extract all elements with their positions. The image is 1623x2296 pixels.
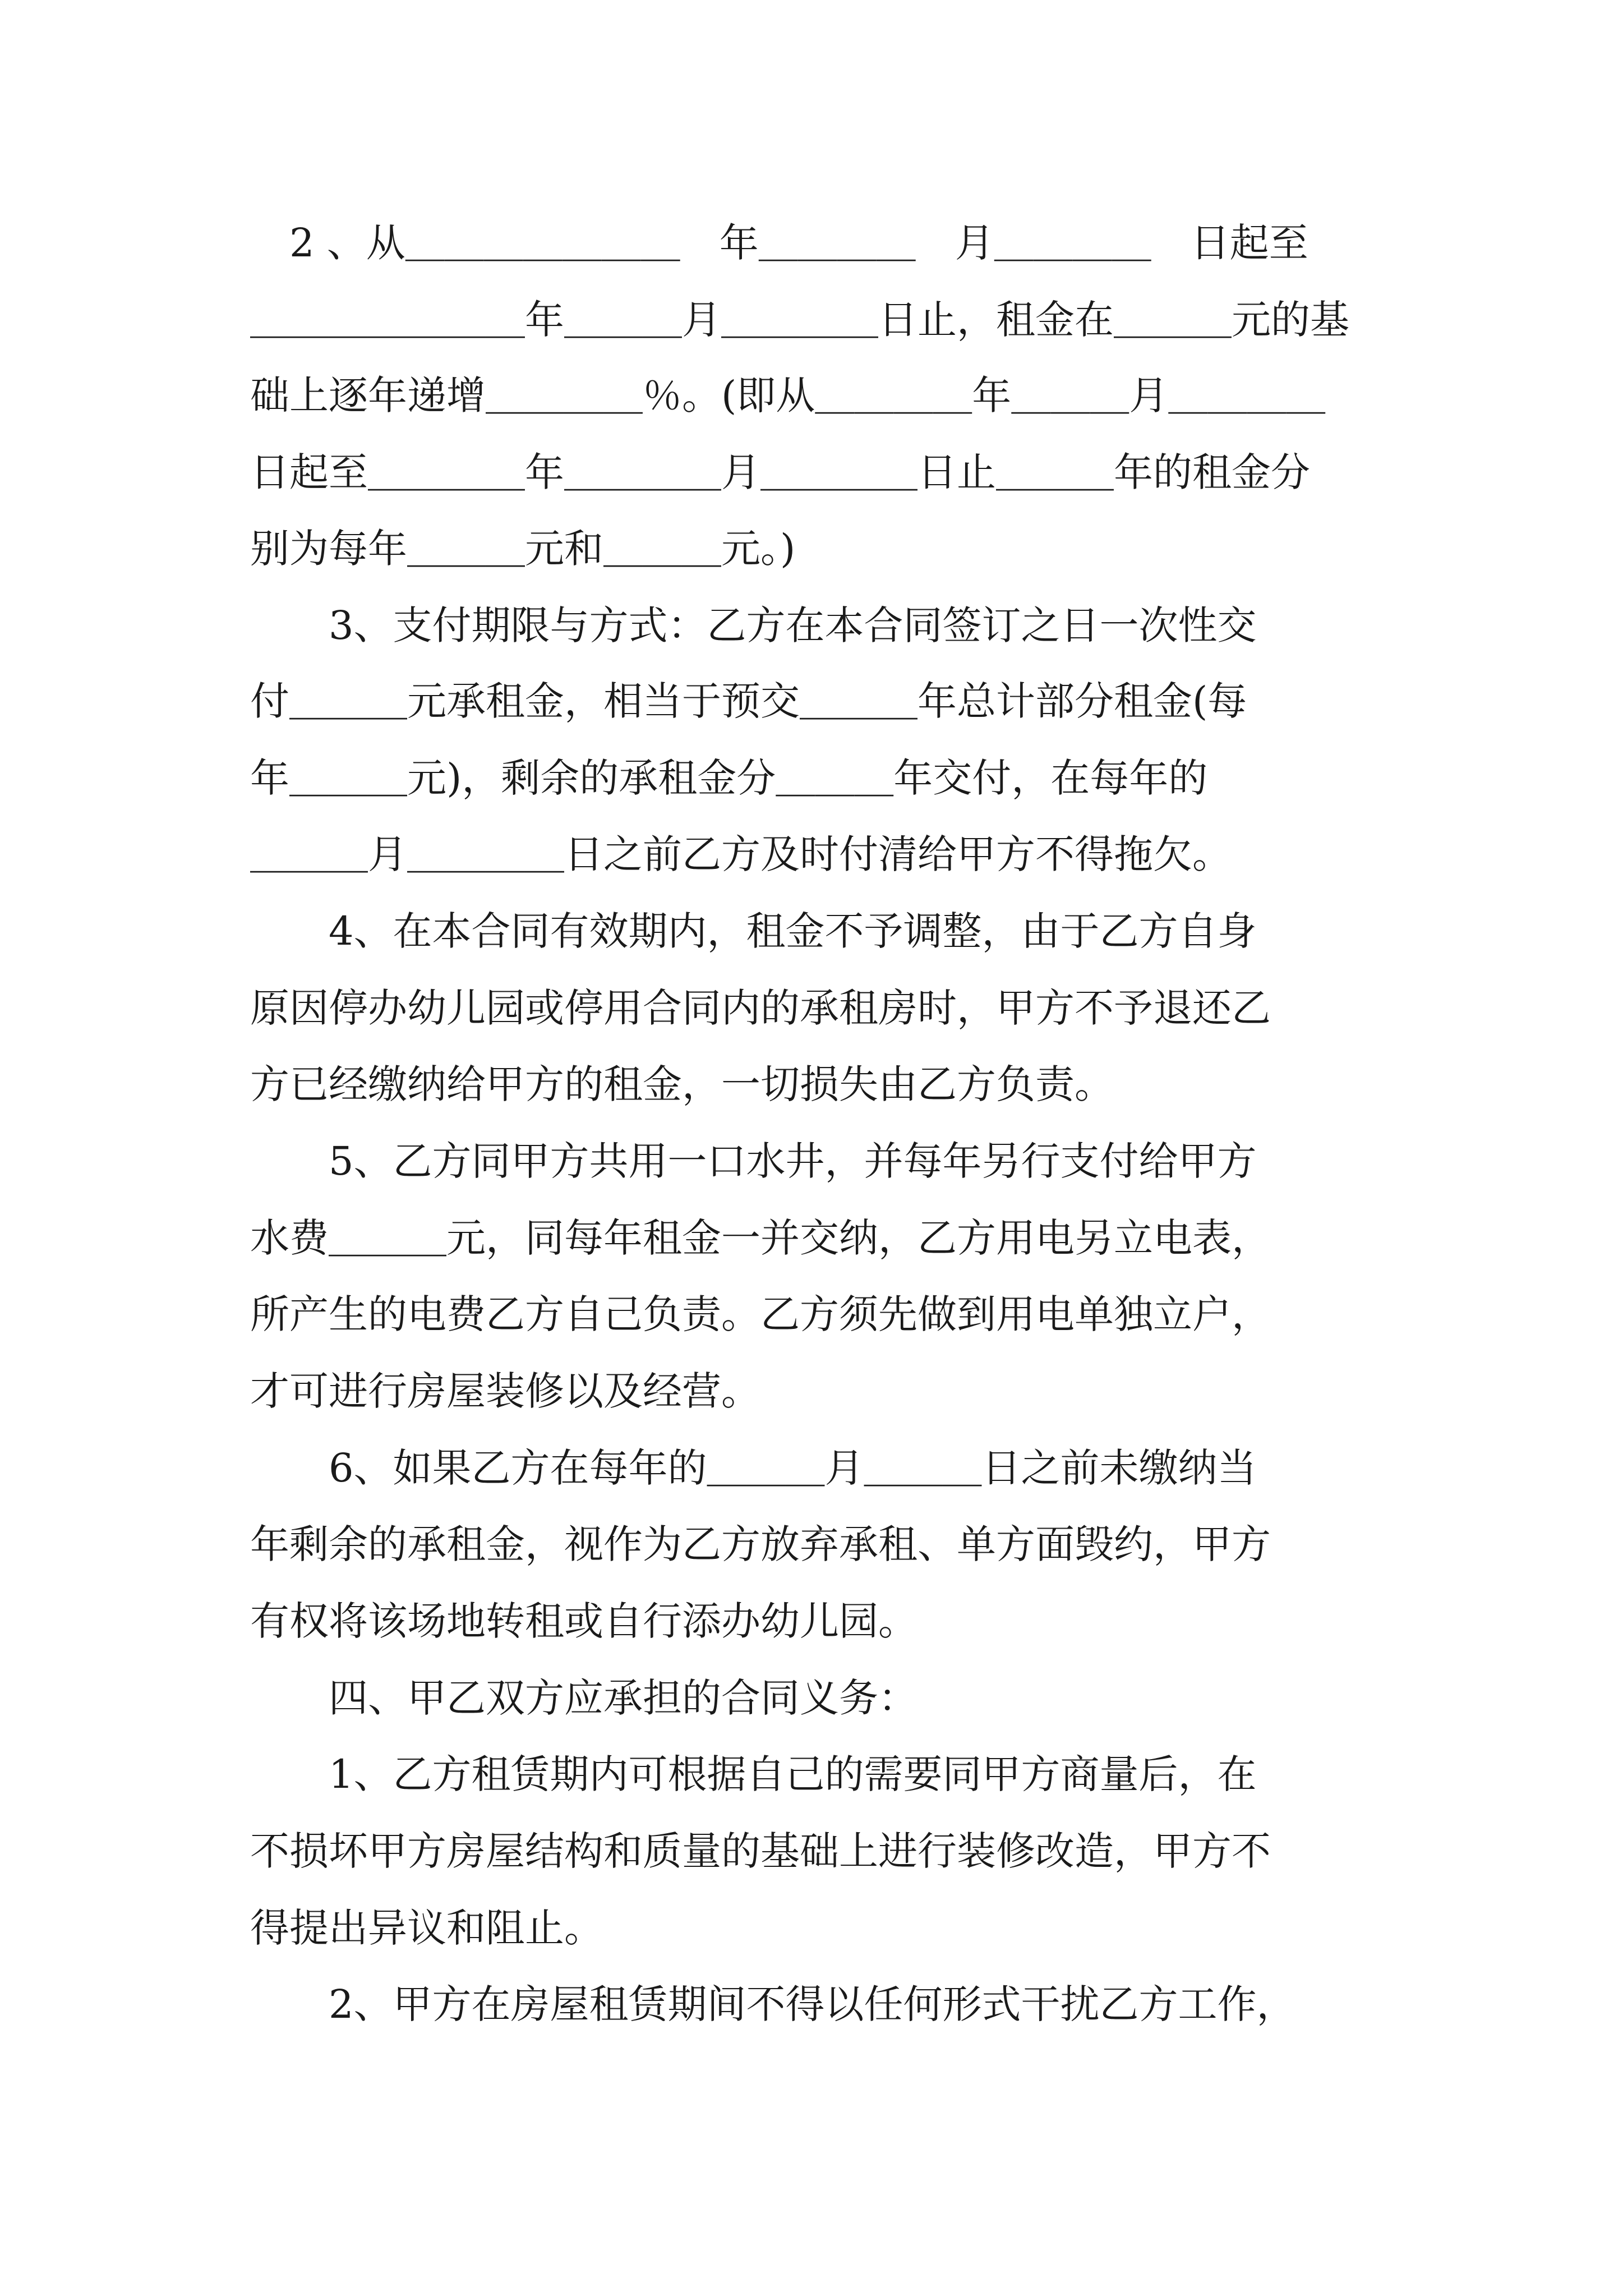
text-line: 方已经缴纳给甲方的租金，一切损失由乙方负责。 bbox=[250, 1061, 1114, 1107]
text-line: 2 、从＿＿＿＿＿＿＿ 年＿＿＿＿ 月＿＿＿＿ 日起至 bbox=[250, 220, 1308, 266]
text-line: 2、甲方在房屋租赁期间不得以任何形式干扰乙方工作， bbox=[250, 1981, 1296, 2027]
text-line: 4、在本合同有效期内，租金不予调整，由于乙方自身 bbox=[250, 908, 1257, 954]
text-line: 得提出异议和阻止。 bbox=[250, 1905, 603, 1951]
text-line: 不损坏甲方房屋结构和质量的基础上进行装修改造，甲方不 bbox=[250, 1828, 1271, 1874]
text-line: 1、乙方租赁期内可根据自己的需要同甲方商量后，在 bbox=[250, 1751, 1257, 1797]
text-line: 有权将该场地转租或自行添办幼儿园。 bbox=[250, 1598, 917, 1644]
text-line: 水费＿＿＿元，同每年租金一并交纳，乙方用电另立电表， bbox=[250, 1215, 1271, 1261]
text-line: 日起至＿＿＿＿年＿＿＿＿月＿＿＿＿日止＿＿＿年的租金分 bbox=[250, 449, 1310, 495]
text-line: 才可进行房屋装修以及经营。 bbox=[250, 1368, 760, 1414]
text-line: 年剩余的承租金，视作为乙方放弃承租、单方面毁约，甲方 bbox=[250, 1521, 1271, 1567]
text-line: ＿＿＿＿＿＿＿年＿＿＿月＿＿＿＿日止，租金在＿＿＿元的基 bbox=[250, 297, 1349, 343]
text-line: 四、甲乙双方应承担的合同义务： bbox=[250, 1675, 917, 1721]
text-line: 5、乙方同甲方共用一口水井，并每年另行支付给甲方 bbox=[250, 1138, 1257, 1184]
text-line: 年＿＿＿元)，剩余的承租金分＿＿＿年交付，在每年的 bbox=[250, 755, 1208, 801]
text-line: 6、如果乙方在每年的＿＿＿月＿＿＿日之前未缴纳当 bbox=[250, 1445, 1257, 1491]
text-line: 别为每年＿＿＿元和＿＿＿元。) bbox=[250, 526, 796, 572]
text-line: 础上逐年递增＿＿＿＿％。(即从＿＿＿＿年＿＿＿月＿＿＿＿ bbox=[250, 372, 1326, 418]
text-line: ＿＿＿月＿＿＿＿日之前乙方及时付清给甲方不得拖欠。 bbox=[250, 831, 1232, 877]
text-line: 付＿＿＿元承租金，相当于预交＿＿＿年总计部分租金(每 bbox=[250, 678, 1247, 724]
text-line: 所产生的电费乙方自己负责。乙方须先做到用电单独立户， bbox=[250, 1291, 1271, 1337]
text-line: 原因停办幼儿园或停用合同内的承租房时，甲方不予退还乙 bbox=[250, 985, 1271, 1031]
text-line: 3、支付期限与方式：乙方在本合同签订之日一次性交 bbox=[250, 602, 1257, 648]
